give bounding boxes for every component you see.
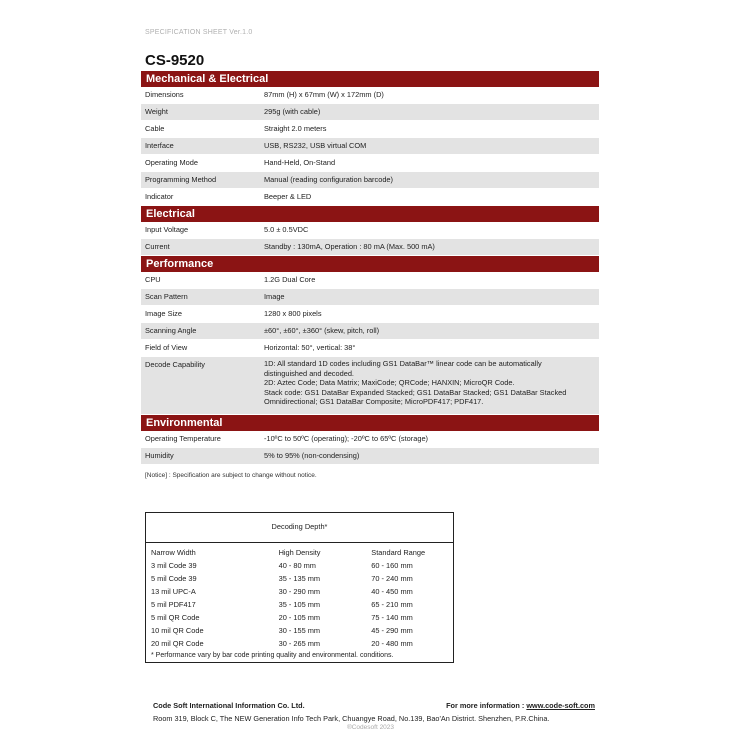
- spec-row: [141, 222, 599, 239]
- spec-row: [141, 323, 599, 340]
- section-header-performance: Performance: [141, 256, 599, 272]
- decode-line: Omnidirectional; GS1 DataBar Composite; MicroPDF417; PDF417.: [264, 397, 484, 407]
- spec-row: [141, 448, 599, 465]
- section-header-environmental: Environmental: [141, 415, 599, 431]
- depth-title: Decoding Depth*: [271, 522, 328, 531]
- depth-header: Narrow Width: [151, 548, 196, 557]
- depth-row: [151, 559, 451, 572]
- spec-value: [264, 357, 599, 414]
- depth-cell: 5 mil QR Code: [151, 613, 200, 622]
- spec-row: [141, 289, 599, 306]
- spec-value: Horizontal: 50°, vertical: 38°: [264, 343, 356, 352]
- depth-cell: 75 - 140 mm: [371, 613, 413, 622]
- spec-value: Manual (reading configuration barcode): [264, 175, 394, 184]
- spec-key: Dimensions: [145, 90, 184, 99]
- depth-header-row: [151, 546, 451, 559]
- spec-value: 87mm (H) x 67mm (W) x 172mm (D): [264, 90, 384, 99]
- notice-text: [Notice] : Specification are subject to change without notice.: [145, 472, 317, 479]
- decode-line: distinguished and decoded.: [264, 368, 354, 378]
- decode-line: 1D: All standard 1D codes including GS1 DataBar™ linear code can be automatically: [264, 359, 542, 368]
- depth-cell: 5 mil PDF417: [151, 600, 196, 609]
- spec-value: ±60°, ±60°, ±360° (skew, pitch, roll): [264, 326, 380, 335]
- depth-cell: 35 - 135 mm: [278, 574, 321, 583]
- depth-row: [151, 637, 451, 650]
- spec-key: Operating Mode: [145, 158, 198, 167]
- spec-key: Operating Temperature: [145, 434, 221, 443]
- decoding-depth-table: [145, 512, 454, 663]
- spec-value: Hand-Held, On-Stand: [264, 158, 336, 167]
- depth-row: [151, 611, 451, 624]
- spec-key: Programming Method: [145, 175, 217, 184]
- depth-cell: 30 - 155 mm: [278, 626, 321, 635]
- spec-value: 295g (with cable): [264, 107, 321, 116]
- depth-footnote: * Performance vary by bar code printing quality and environmental. conditions.: [151, 652, 394, 659]
- depth-cell: 60 - 160 mm: [371, 561, 413, 570]
- depth-cell: 65 - 210 mm: [371, 600, 413, 609]
- depth-cell: 20 mil QR Code: [151, 639, 204, 648]
- depth-cell: 10 mil QR Code: [151, 626, 204, 635]
- depth-grid: [151, 546, 451, 650]
- spec-key: Indicator: [145, 192, 174, 201]
- spec-row: [141, 87, 599, 104]
- spec-row: [141, 431, 599, 448]
- depth-cell: 70 - 240 mm: [371, 574, 413, 583]
- spec-value: Beeper & LED: [264, 192, 312, 201]
- doc-version-label: SPECIFICATION SHEET Ver.1.0: [145, 29, 253, 36]
- spec-value: -10ºC to 50ºC (operating); -20ºC to 65ºC (storage): [264, 434, 429, 443]
- depth-cell: 45 - 290 mm: [371, 626, 413, 635]
- depth-row: [151, 598, 451, 611]
- spec-key: CPU: [145, 275, 161, 284]
- spec-value: USB, RS232, USB virtual COM: [264, 141, 367, 150]
- depth-cell: 20 - 105 mm: [278, 613, 321, 622]
- spec-row: [141, 172, 599, 189]
- company-address: Room 319, Block C, The NEW Generation Info Tech Park, Chuangye Road, No.139, Bao'An District. Shenzhen, P.R.China.: [153, 714, 550, 723]
- depth-row: [151, 572, 451, 585]
- spec-value: 5.0 ± 0.5VDC: [264, 225, 309, 234]
- spec-key: Humidity: [145, 451, 174, 460]
- spec-key: Scanning Angle: [145, 326, 197, 335]
- more-info-label: For more information :: [446, 701, 527, 710]
- spec-row: [141, 121, 599, 138]
- decode-line: Stack code: GS1 DataBar Expanded Stacked; GS1 DataBar Stacked; GS1 DataBar Stacked: [264, 387, 567, 397]
- decode-line: 2D: Aztec Code; Data Matrix; MaxiCode; QRCode; HANXIN; MicroQR Code.: [264, 378, 515, 388]
- depth-cell: 40 - 450 mm: [371, 587, 413, 596]
- website-link[interactable]: www.code-soft.com: [526, 701, 595, 710]
- spec-row: [141, 306, 599, 323]
- spec-key: Input Voltage: [145, 225, 189, 234]
- depth-cell: 13 mil UPC-A: [151, 587, 196, 596]
- depth-cell: 40 - 80 mm: [278, 561, 316, 570]
- depth-cell: 5 mil Code 39: [151, 574, 197, 583]
- model-title: CS-9520: [145, 52, 205, 69]
- spec-key: Interface: [145, 141, 174, 150]
- spec-key: Scan Pattern: [145, 292, 188, 301]
- spec-key: Decode Capability: [145, 360, 205, 369]
- spec-value: Standby : 130mA, Operation : 80 mA (Max. 500 mA): [264, 242, 435, 251]
- company-name: Code Soft International Information Co. Ltd.: [153, 701, 305, 710]
- depth-cell: 30 - 265 mm: [278, 639, 321, 648]
- footer: [153, 701, 595, 723]
- depth-title-row: [146, 513, 453, 543]
- spec-row: [141, 272, 599, 289]
- spec-row: [141, 138, 599, 155]
- spec-table: [141, 71, 599, 465]
- spec-value: 5% to 95% (non-condensing): [264, 451, 360, 460]
- spec-row: [141, 104, 599, 121]
- spec-key: Weight: [145, 107, 168, 116]
- more-info: [446, 701, 595, 710]
- section-header-electrical: Electrical: [141, 206, 599, 222]
- spec-value: 1280 x 800 pixels: [264, 309, 322, 318]
- spec-value: Image: [264, 292, 285, 301]
- depth-cell: 35 - 105 mm: [278, 600, 321, 609]
- copyright: ®Codesoft 2023: [346, 724, 395, 731]
- spec-row: [141, 189, 599, 206]
- spec-value: 1.2G Dual Core: [264, 275, 316, 284]
- depth-cell: 30 - 290 mm: [278, 587, 321, 596]
- spec-key: Image Size: [145, 309, 182, 318]
- spec-row: [141, 340, 599, 357]
- depth-row: [151, 585, 451, 598]
- section-header-mechanical: Mechanical & Electrical: [141, 71, 599, 87]
- spec-row: [141, 155, 599, 172]
- spec-key: Cable: [145, 124, 165, 133]
- depth-header: High Density: [278, 548, 321, 557]
- depth-cell: 3 mil Code 39: [151, 561, 197, 570]
- depth-header: Standard Range: [371, 548, 426, 557]
- spec-row: [141, 239, 599, 256]
- spec-key: Current: [145, 242, 170, 251]
- spec-row-decode-capability: [141, 357, 599, 415]
- depth-row: [151, 624, 451, 637]
- depth-cell: 20 - 480 mm: [371, 639, 413, 648]
- spec-key: Field of View: [145, 343, 188, 352]
- spec-value: Straight 2.0 meters: [264, 124, 327, 133]
